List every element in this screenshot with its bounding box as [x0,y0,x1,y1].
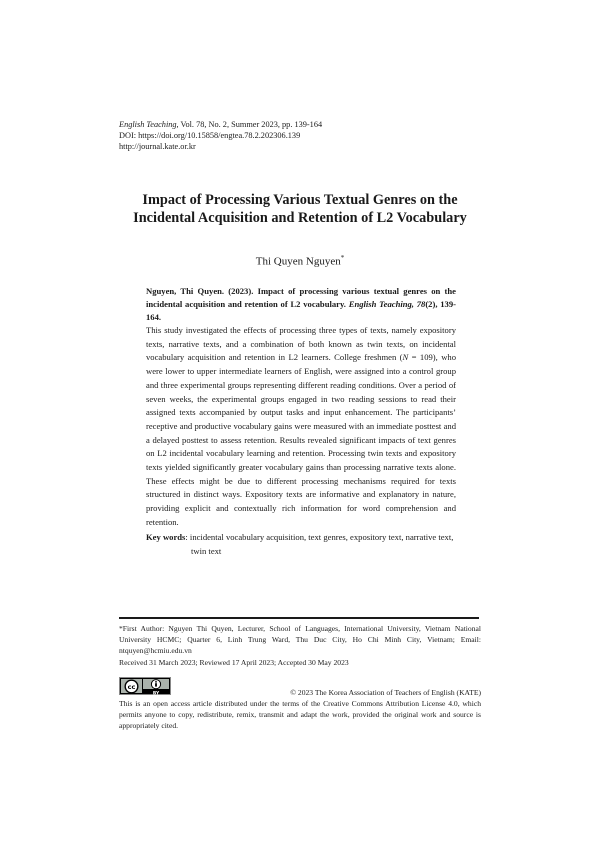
svg-text:cc: cc [127,682,136,691]
keywords-label: Key words [146,532,186,542]
author-footnote: *First Author: Nguyen Thi Quyen, Lecturer, School of Languages, International University, Vietnam National University HCMC; Quarter 6, Linh Trung Ward, Thu Duc City, Ho Chi Minh City, Vietnam; Email: ntquyen@hcmiu.edu.vn [119,624,481,655]
journal-url[interactable]: http://journal.kate.or.kr [119,142,196,151]
author-footnote-mark: * [340,254,345,262]
abstract-text-start: This study investigated the effects of processing three types of texts, namely expository texts, narrative texts, and a combination of both known as twin texts, on incidental vocabulary acquisition and retention in L2 learners. College freshmen ( [146,325,456,363]
journal-issue: , Vol. 78, No. 2, Summer 2023, pp. 139-164 [176,120,323,129]
citation-block [146,285,456,325]
keywords-line-1 [146,531,458,545]
article-title [100,191,500,227]
received-dates: Received 31 March 2023; Reviewed 17 April 2023; Accepted 30 May 2023 [119,658,349,667]
author-line [100,254,500,268]
author-name: Thi Quyen Nguyen [255,255,341,268]
footnote-divider [119,617,479,619]
cc-icon [120,678,172,696]
title-line-2: Incidental Acquisition and Retention of L2 Vocabulary [133,210,467,226]
citation-text: Nguyen, Thi Quyen. (2023). Impact of processing various textual genres on the incidental acquisition and retention of L2 vocabulary. [146,286,456,310]
doi-line[interactable]: DOI: https://doi.org/10.15858/engtea.78.2.202306.139 [119,131,301,140]
journal-header [119,119,322,152]
title-line-1: Impact of Processing Various Textual Genres on the [142,192,458,208]
cc-badge-by-text: BY [152,691,160,696]
license-text: This is an open access article distributed under the terms of the Creative Commons Attribution License 4.0, which permits anyone to copy, redistribute, remix, transmit and adapt the work, provided the original work and source is appropriately cited. [119,699,481,730]
abstract-n-symbol: N [402,352,409,363]
citation-pages: (2), 139-164. [146,299,456,323]
abstract-text-rest: = 109), who were lower to upper intermediate learners of English, were assigned into a control group and three experimental groups representing different reading conditions. Over a period of seven weeks, the experimental groups engaged in two reading sessions to read their assigned texts accompanied by output tasks and input enhancement. The participants’ receptive and productive vocabulary gains were measured with an immediate posttest and a delayed posttest to assess retention. Results revealed significant impacts of text genres on L2 incidental vocabulary learning and retention. Processing twin texts and expository texts yielded significantly greater vocabulary gains than processing narrative texts alone. These effects might be due to different processing mechanisms required for texts structured in distinct ways. Expository texts are informative and explanatory in nature, providing explicit and contextually rich information for word comprehension and retention. [146,352,456,527]
keywords-list: : incidental vocabulary acquisition, text genres, expository text, narrative text, [185,532,454,542]
journal-name: English Teaching [119,120,177,129]
abstract [146,324,456,530]
keywords [146,531,458,558]
journal-citation-line [119,119,322,130]
keywords-line-2: twin text [191,545,222,556]
citation-journal: English Teaching, 78 [348,299,426,310]
copyright-notice: © 2023 The Korea Association of Teachers of English (KATE) [290,688,481,697]
cc-by-license-badge[interactable] [119,677,171,695]
